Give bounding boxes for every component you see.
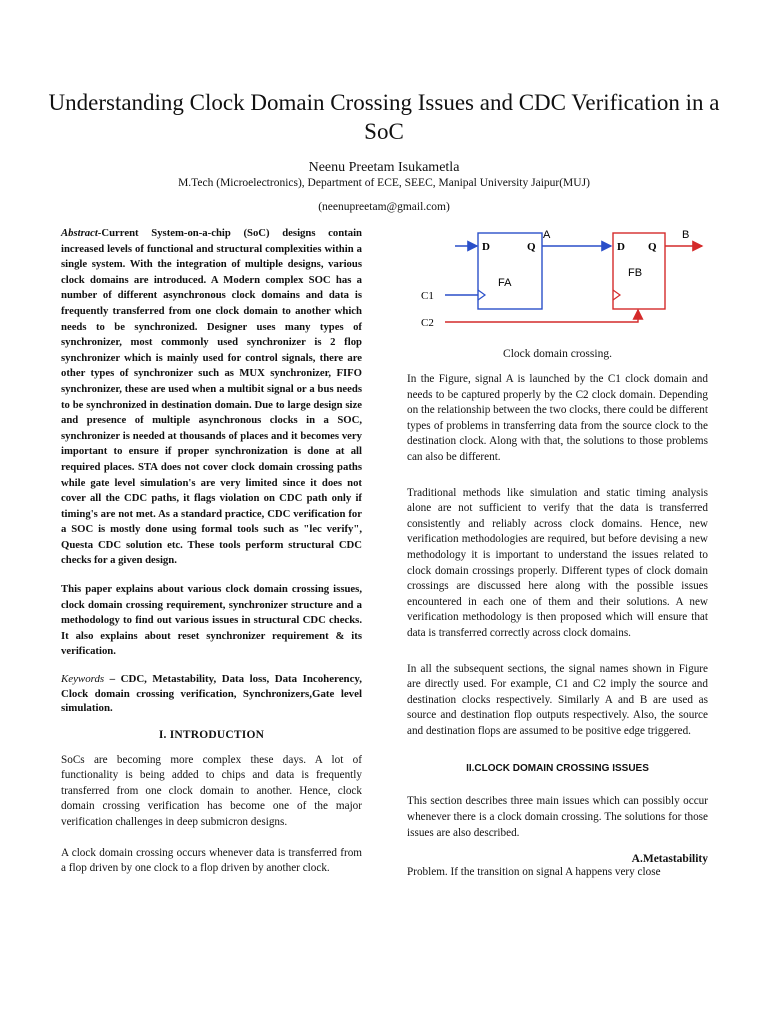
author-email: (neenupreetam@gmail.com) <box>318 201 450 213</box>
clock-c2-label: C2 <box>421 317 434 329</box>
figure-caption: Clock domain crossing. <box>503 348 612 360</box>
signal-a-label: A <box>543 229 551 241</box>
clk-edge-fb <box>613 290 620 300</box>
fb-d-label: D <box>617 241 625 253</box>
abstract-text: Current System-on-a-chip (SoC) designs contain increased levels of functional and structural complexities within a single system. With the integration of multiple designs, various clock domains are introduced. A Modern complex SOC has a number of different asynchronous clock domains and data is frequently transferred from one clock domain to another which needs to be synchronized. Designer uses many types of synchronizer, most commonly used synchronizer is 2 flop synchronizer which is mainly used for control signals, there are other types of synchronizer such as MUX synchronizer, FIFO synchronizer, these are used when a multibit signal or a bus needs to be synchronized in destination domain. Due to large design size and presence of multiple asynchronous clocks in a SOC, synchronizer is needed at thousands of places and it becomes very important to ensure if proper synchronization is done at all required places. STA does not cover clock domain crossing paths while gate level simulation's are very limited since it does not cover all the CDC paths, it flags violation on CDC path only if timing's are not met. As a standard practice, CDC verification for a SOC is mostly done using formal tools such as "lec verify", Questa CDC solution etc. These tools perform structural CDC checks for a given design. <box>61 227 362 567</box>
section-heading-introduction: I. INTRODUCTION <box>158 728 265 741</box>
right-paragraph-4: This section describes three main issues which can possibly occur whenever there is a clock domain crossing. The solutions for those issues are also described. <box>407 795 708 839</box>
left-column <box>61 226 362 877</box>
clock-c2-wire <box>445 310 638 322</box>
cdc-diagram <box>407 226 708 346</box>
right-paragraph-2: Traditional methods like simulation and static timing analysis alone are not sufficient to verify that the data is transferred consistently and reliably across clock domains. Hence, new verification methodologies are required, but before devising a new methodology it is important to understand the issues related to clock domain crossings properly. Different types of clock domain crossings are discussed here along with the possible issues encountered in each one of them and their solutions. A new verification methodology is then proposed which will ensure that data is transferred correctly across clock domains. <box>407 486 708 639</box>
section-heading-cdc-issues: II.CLOCK DOMAIN CROSSING ISSUES <box>466 763 649 775</box>
right-paragraph-1: In the Figure, signal A is launched by the C1 clock domain and needs to be captured properly by the C2 clock domain. Depending on the relationship between the two clocks, there could be different types of problems in transferring data from the source clock to the destination clock. Along with that, the solutions to those problems can also be different. <box>407 373 708 463</box>
right-paragraph-3: In all the subsequent sections, the signal names shown in Figure are directly used. For example, C1 and C2 imply the source and destination clocks respectively. Similarly A and B are used as source and destination flop outputs respectively. Also, the source and destination flops are assumed to be positive edge triggered. <box>407 662 708 737</box>
clk-edge-fa <box>478 290 485 300</box>
fa-d-label: D <box>482 241 490 253</box>
right-column <box>407 226 708 881</box>
abstract-paragraph-2: This paper explains about various clock domain crossing issues, clock domain crossing requirement, synchronizer structure and a methodology to find out various issues in structural CDC checks. It also explains about reset synchronizer requirement & its verification. <box>61 583 362 658</box>
fb-name-label: FB <box>628 267 643 279</box>
right-paragraph-5: Problem. If the transition on signal A happens very close <box>407 866 661 879</box>
signal-b-label: B <box>682 229 690 241</box>
author-name: Neenu Preetam Isukametla <box>308 160 460 175</box>
fb-q-label: Q <box>648 241 657 253</box>
keywords-label: Keywords <box>61 673 105 686</box>
clock-c1-label: C1 <box>421 290 434 302</box>
keywords-text: – CDC, Metastability, Data loss, Data Incoherency, Clock domain crossing verification, Synchronizers,Gate level simulation. <box>61 673 362 715</box>
keywords <box>61 672 362 716</box>
abstract <box>61 226 362 569</box>
author-affiliation: M.Tech (Microelectronics), Department of ECE, SEEC, Manipal University Jaipur(MUJ) <box>178 177 590 189</box>
intro-paragraph-2: A clock domain crossing occurs whenever data is transferred from a flop driven by one clock to a flop driven by another clock. <box>61 846 362 875</box>
intro-paragraph-1: SoCs are becoming more complex these days. A lot of functionality is being added to chips and data is frequently transferred from one clock domain to another. Hence, clock domain crossing verification has become one of the major verification challenges in deep submicron designs. <box>61 753 362 828</box>
fa-q-label: Q <box>527 241 536 253</box>
cdc-figure <box>407 226 708 372</box>
subsection-heading-metastability: A.Metastability <box>631 853 708 866</box>
paper-title: Understanding Clock Domain Crossing Issues and CDC Verification in a SoC <box>48 90 720 144</box>
abstract-label: Abstract- <box>61 227 102 239</box>
fa-name-label: FA <box>498 277 512 289</box>
